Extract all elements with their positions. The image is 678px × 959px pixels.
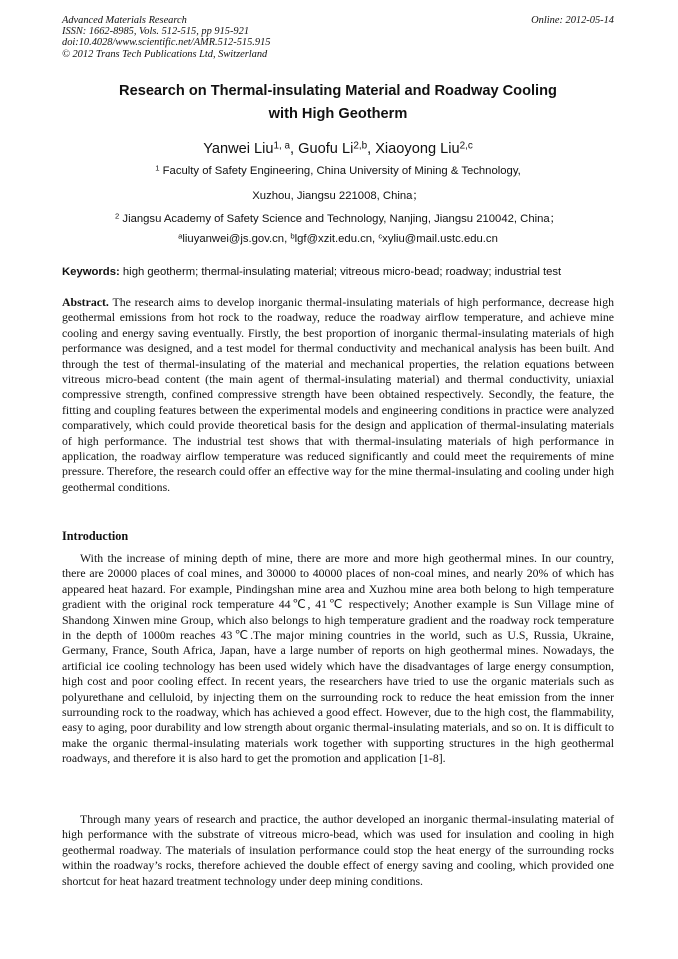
author-sep: ,	[290, 141, 299, 157]
abstract-label: Abstract.	[62, 295, 109, 309]
abstract	[62, 295, 614, 495]
abstract-text: The research aims to develop inorganic thermal-insulating materials of high performance, decrease high geothermal emissions from hot rock to the roadway, reduce the roadway airflow temperature, and achieve mine cooling and energy saving eventually. Firstly, the best proportion of inorganic thermal-insulating materials of high performance was designed, and a test model for thermal conductivity and mechanical analysis has been built. And through the test of thermal-insulating of the material and mechanical properties, the relation equations between vitreous micro-bead content (the main agent of thermal-insulating material) and thermal conductivity, uniaxial compressive strength, confined compressive strength have been obtained respectively. Secondly, the feature, the fitting and coupling features between the experimental models and engineering conditions in practice were analyzed comparatively, which could provide theoretical basis for the design and application of thermal-insulating materials of high performance. The industrial test shows that with thermal-insulating materials of high performance in application, the roadway airflow temperature was reduced significantly and could meet the requirements of mine pressure. Therefore, the research could offer an effective way for the mine thermal-insulating and cooling under high geothermal conditions.	[62, 295, 614, 494]
author-2: Guofu Li	[298, 141, 354, 157]
journal-copyright: © 2012 Trans Tech Publications Ltd, Switzerland	[62, 48, 268, 60]
intro-paragraph-1: With the increase of mining depth of mine, there are more and more high geothermal mines. In our country, there are 20000 places of coal mines, and 30000 to 40000 places of non-coal mines, and nearly 20% of which has appeared heat hazard. For example, Pindingshan mine area and Xuzhou mine area both belong to high temperature gradient with the original rock temperature 44℃, 41℃ respectively; Another example is Sun Village mine of Shandong Xinwen mine Group, which also belongs to high temperature gradient and the roadway rock temperature in the depth of 1000m reaches 43℃.The major mining countries in the world, such as U.S, Russia, Ukraine, Germany, France, South Africa, Japan, have a large number of reports on high geothermal mines. Nowadays, the artificial ice cooling technology has been used widely which have the disadvantages of large energy consumption, high cost and poor cooling effect. In recent years, the researchers have tried to use the organic materials such as polyurethane and celluloid, by injecting them on the surrounding rock to reduce the heat emission from the inner surrounding rock to the roadway, which has achieved a good effect. However, due to the high cost, the flammability, easy to aging, poor durability and low strength about organic thermal-insulating materials, and so on. It is difficult to make the organic thermal-insulating materials work together with supporting structures in the high geothermal roadways, and therefore it is also hard to get the promotion and application [1-8].	[62, 551, 614, 766]
affiliation-2	[62, 210, 614, 226]
keywords-label: Keywords:	[62, 266, 120, 278]
aff-1-num: 1	[155, 163, 160, 173]
author-1-sup: 1, a	[273, 140, 291, 152]
title-line-2: with High Geotherm	[268, 106, 408, 122]
author-2-sup: 2,b	[353, 140, 368, 152]
email-a-sup: a	[178, 231, 183, 241]
email-c[interactable]: xyliu@mail.ustc.edu.cn	[382, 233, 498, 245]
intro-paragraph-2: Through many years of research and practice, the author developed an inorganic thermal-insulating material of high performance with the substrate of vitreous micro-bead, which was used for insulation and cooling in high geothermal roadway. The materials of insulation performance could stop the heat energy of the surrounding rocks within the roadway’s rocks, therefore achieved the double effect of energy saving and cooling, which provided one shortcut for heat hazard treatment technology under deep mining conditions.	[62, 812, 614, 888]
author-emails	[62, 233, 614, 245]
keywords	[62, 266, 614, 278]
paper-title	[62, 80, 614, 126]
author-list	[62, 141, 614, 157]
author-3: Xiaoyong Liu	[375, 141, 460, 157]
title-line-1: Research on Thermal-insulating Material and Roadway Cooling	[119, 83, 557, 99]
author-3-sup: 2,c	[459, 140, 473, 152]
aff-1-text: Faculty of Safety Engineering, China University of Mining & Technology,	[162, 165, 521, 177]
keywords-text: high geotherm; thermal-insulating material; vitreous micro-bead; roadway; industrial test	[119, 266, 562, 278]
email-a[interactable]: liuyanwei@js.gov.cn,	[182, 233, 291, 245]
journal-issn: ISSN: 1662-8985, Vols. 512-515, pp 915-921	[62, 26, 250, 38]
aff-2-text: Jiangsu Academy of Safety Science and Technology, Nanjing, Jiangsu 210042, China；	[122, 213, 561, 225]
aff-2-num: 2	[115, 211, 120, 221]
email-c-sup: c	[378, 231, 383, 241]
author-sep: ,	[367, 141, 376, 157]
affiliation-1-line-2: Xuzhou, Jiangsu 221008, China；	[252, 190, 424, 202]
email-b[interactable]: lgf@xzit.edu.cn,	[294, 233, 379, 245]
email-b-sup: b	[290, 231, 295, 241]
online-date: Online: 2012-05-14	[531, 15, 614, 26]
section-heading-introduction: Introduction	[62, 529, 129, 543]
journal-name: Advanced Materials Research	[62, 15, 187, 26]
journal-doi: doi:10.4028/www.scientific.net/AMR.512-515.915	[62, 37, 271, 49]
author-1: Yanwei Liu	[203, 141, 274, 157]
affiliation-1-line-1	[62, 165, 614, 177]
journal-header	[62, 15, 270, 60]
